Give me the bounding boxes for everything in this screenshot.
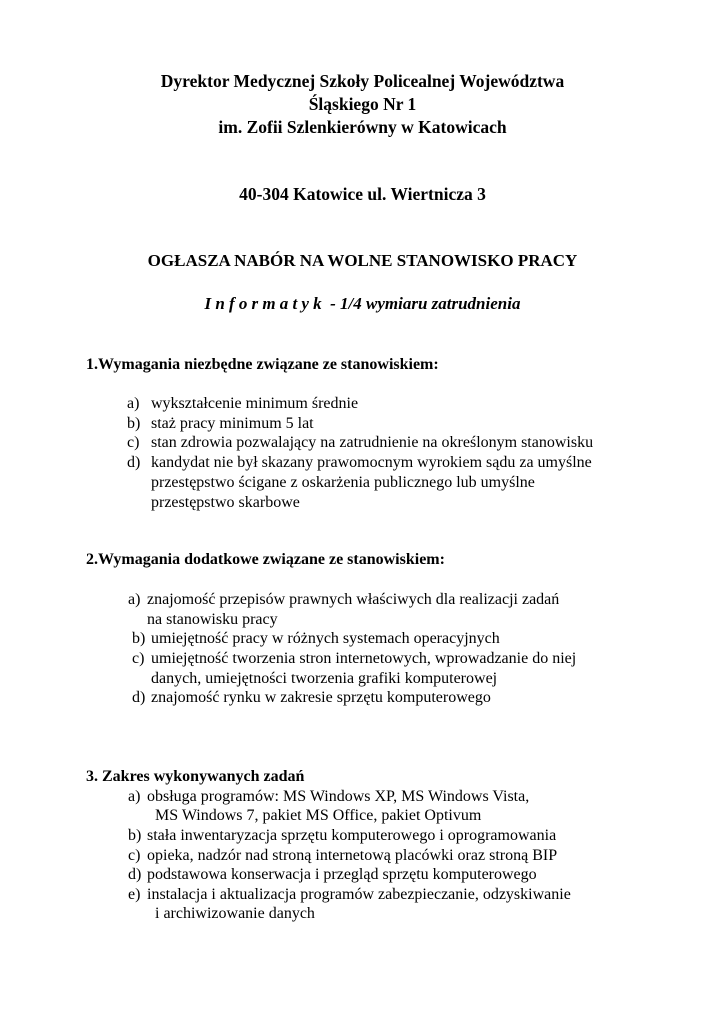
section-3-heading: 3. Zakres wykonywanych zadań <box>86 768 305 785</box>
section-1-heading: 1.Wymagania niezbędne związane ze stanowiskiem: <box>86 356 439 373</box>
position-workload: - 1/4 wymiaru zatrudnienia <box>325 294 521 313</box>
section-1-item-c-text: stan zdrowia pozwalający na zatrudnienie na określonym stanowisku <box>151 434 594 451</box>
school-name-line-3: im. Zofii Szlenkierówny w Katowicach <box>218 117 507 137</box>
section-1-item-a-text: wykształcenie minimum średnie <box>151 395 359 412</box>
section-3-item-c-text: opieka, nadzór nad stroną internetową placówki oraz stroną BIP <box>147 847 558 864</box>
section-2-item-c-line-1: umiejętność tworzenia stron internetowych, wprowadzanie do niej <box>151 650 577 667</box>
section-3-item-a-line-1: obsługa programów: MS Windows XP, MS Windows Vista, <box>147 788 530 805</box>
section-1-item-d-line-3: przestępstwo skarbowe <box>151 494 300 511</box>
section-1-item-d-line-2: przestępstwo ścigane z oskarżenia publicznego lub umyślne <box>151 474 535 491</box>
section-3-item-d-text: podstawowa konserwacja i przegląd sprzętu komputerowego <box>147 866 537 883</box>
section-1-item-d-marker: d) <box>127 454 141 471</box>
section-3-item-e-line-1: instalacja i aktualizacja programów zabezpieczanie, odzyskiwanie <box>147 886 571 903</box>
section-1-item-c-marker: c) <box>127 434 140 451</box>
position-name: Informatyk <box>204 294 326 313</box>
section-2-heading: 2.Wymagania dodatkowe związane ze stanowiskiem: <box>86 551 445 568</box>
section-3-item-e-line-2: i archiwizowanie danych <box>155 905 315 922</box>
section-1-item-b-text: staż pracy minimum 5 lat <box>151 415 314 432</box>
section-2-item-a-marker: a) <box>128 591 141 608</box>
section-2-item-d-text: znajomość rynku w zakresie sprzętu komputerowego <box>151 689 491 706</box>
section-1-item-a-marker: a) <box>127 395 140 412</box>
section-3-item-d-marker: d) <box>128 866 142 883</box>
section-3-item-b-marker: b) <box>128 827 142 844</box>
section-3-item-e-marker: e) <box>128 886 141 903</box>
school-name-line-2: Śląskiego Nr 1 <box>308 94 417 114</box>
announcement-title: OGŁASZA NABÓR NA WOLNE STANOWISKO PRACY <box>147 251 578 270</box>
school-name-line-1: Dyrektor Medycznej Szkoły Policealnej Województwa <box>160 71 565 91</box>
section-3-item-a-marker: a) <box>128 788 141 805</box>
section-2-item-c-marker: c) <box>132 650 145 667</box>
section-3-item-a-line-2: MS Windows 7, pakiet MS Office, pakiet Optivum <box>155 807 482 824</box>
section-1-item-b-marker: b) <box>127 415 141 432</box>
section-3-item-c-marker: c) <box>128 847 141 864</box>
section-2-item-b-text: umiejętność pracy w różnych systemach operacyjnych <box>151 630 500 647</box>
section-1-item-d-line-1: kandydat nie był skazany prawomocnym wyrokiem sądu za umyślne <box>151 454 592 471</box>
section-2-item-d-marker: d) <box>132 689 146 706</box>
section-2-item-b-marker: b) <box>132 630 146 647</box>
section-2-item-c-line-2: danych, umiejętności tworzenia grafiki komputerowej <box>151 670 498 687</box>
position-title <box>0 294 725 314</box>
section-2-item-a-line-1: znajomość przepisów prawnych właściwych dla realizacji zadań <box>147 591 560 608</box>
section-3-item-b-text: stała inwentaryzacja sprzętu komputerowego i oprogramowania <box>147 827 557 844</box>
section-2-item-a-line-2: na stanowisku pracy <box>147 611 278 628</box>
school-address: 40-304 Katowice ul. Wiertnicza 3 <box>239 184 486 204</box>
